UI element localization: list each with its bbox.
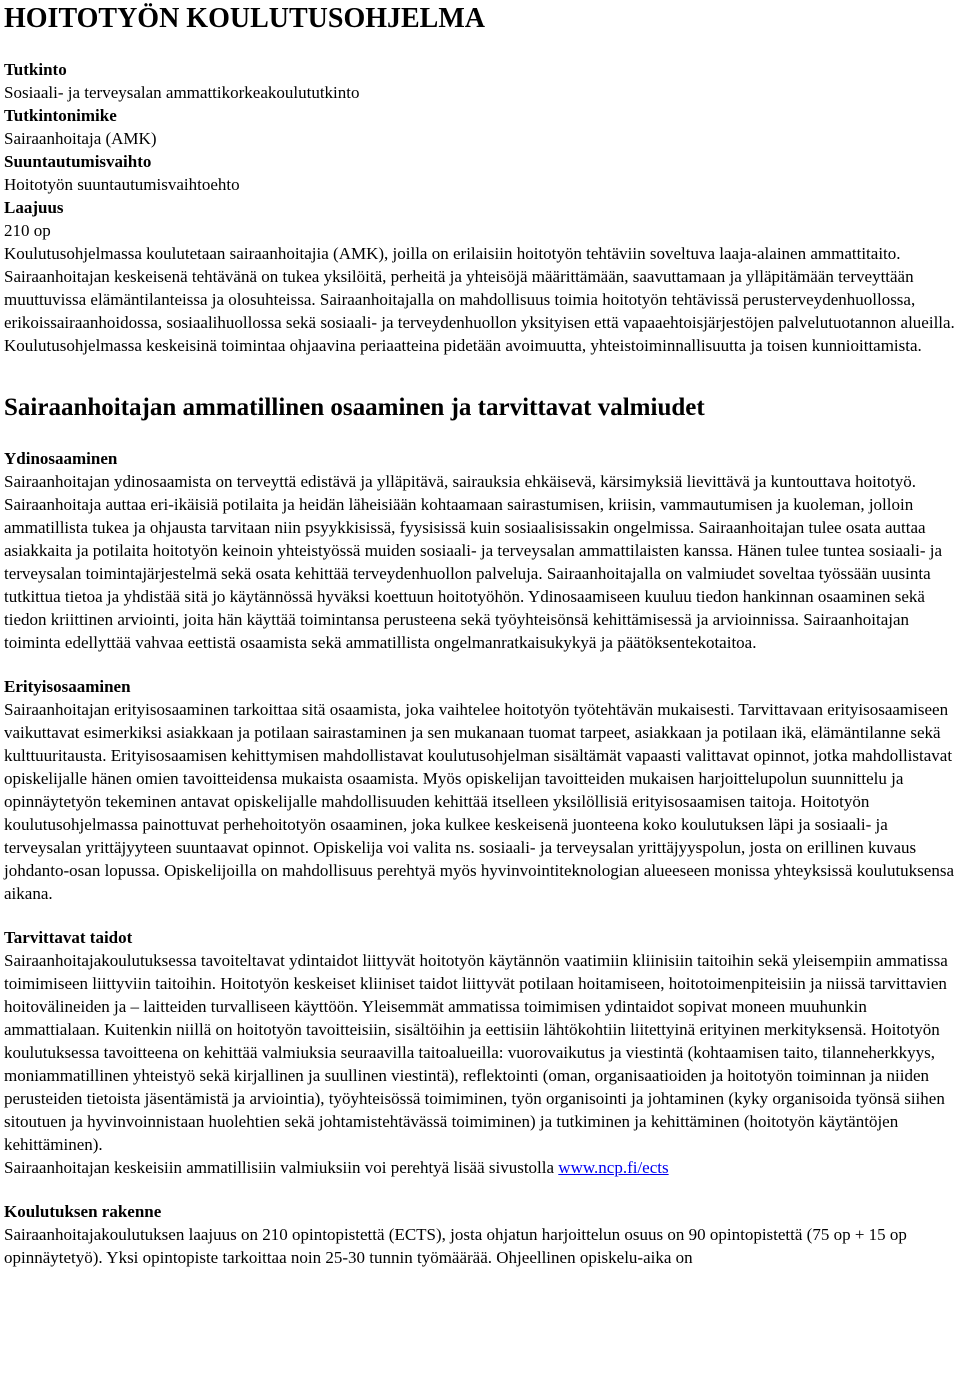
degree-facts <box>4 58 956 242</box>
structure-text: Sairaanhoitajakoulutuksen laajuus on 210 opintopistettä (ECTS), josta ohjatun harjoittelun osuus on 90 opintopistettä (75 op + 15 op opinnäytetyö). Yksi opintopiste tarkoittaa noin 25-30 tunnin työmäärää. Ohjeellinen opiskelu-aika on <box>4 1225 907 1267</box>
required-skills-title: Tarvittavat taidot <box>4 928 133 947</box>
core-competence-text: Sairaanhoitajan ydinosaamista on terveyttä edistävä ja ylläpitävä, sairauksia ehkäisevä, kärsimyksiä lievittävä ja kuntouttava hoitotyö. Sairaanhoitaja auttaa eri-ikäisiä potilaita ja heidän läheisiään kohtaamaan sairastumisen, kriisin, vammautumisen ja kuoleman, jolloin ammatillista tukea ja ohjausta tarvitaan niin psyykkisissä, fyysisissä kuin sosiaalisissakin ongelmissa. Sairaanhoitajan tulee osata auttaa asiakkaita ja potilaita hoitotyön keinoin yhteistyössä muiden sosiaali- ja terveysalan ammattilaisten kanssa. Hänen tulee tuntea sosiaali- ja terveysalan toimintajärjestelmä sekä osata kehittää terveydenhuollon palveluja. Sairaanhoitajalla on valmiudet soveltaa työssään uusinta tutkittua tietoa ja yhdistää sitä jo käytännössä hyväksi koettuun hoitotyöhön. Ydinosaamiseen kuuluu tiedon hankinnan osaaminen sekä tiedon kriittinen arviointi, joita hän käyttää toimintansa perusteena sekä työyhteisönsä kehittämisessä ja arvioinnissa. Sairaanhoitajan toiminta edellyttää vahvaa eettistä osaamista sekä ammatillista ongelmanratkaisukykyä ja päätöksentekotaitoa. <box>4 472 943 652</box>
section-heading: Sairaanhoitajan ammatillinen osaaminen ja tarvittavat valmiudet <box>4 394 705 421</box>
required-skills-text: Sairaanhoitajakoulutuksessa tavoiteltavat ydintaidot liittyvät hoitotyön käytännön vaatimiin kliinisiin taitoihin sekä yleisempiin ammatissa toimimiseen liittyviin taitoihin. Hoitotyön keskeiset kliiniset taidot liittyvät potilaan hoitamiseen, hoitotoimenpiteisiin ja niissä tarvittavien hoitovälineiden ja – laitteiden turvalliseen käyttöön. Yleisemmät ammatissa toimimisen ydintaidot sopivat moneen muuhunkin ammattialaan. Kuitenkin niillä on hoitotyön tavoitteisiin, sisältöihin ja eettisiin lähtökohtiin liitettyinä erityinen merkityksensä. Hoitotyön koulutuksessa tavoitteena on kehittää valmiuksia seuraavilla taitoalueilla: vuorovaikutus ja viestintä (kohtaamisen taito, tilanneherkkyys, moniammatillinen yhteistyö sekä kirjallinen ja suullinen viestintä), reflektointi (oman, organisaatioiden ja hoitotyön toiminnan ja niiden perusteiden tietoista jäsentämistä ja arviointia), työyhteisössä toimiminen, työn organisointi ja johtaminen (kyky organisoida työnsä siihen sitoutuen ja hyvinvoinnistaan huolehtien sekä johtamistehtävässä toimiminen) ja tutkiminen ja kehittäminen (hoitotyön käytäntöjen kehittäminen). <box>4 951 948 1154</box>
required-skills-section <box>4 926 956 1179</box>
fact-value: 210 op <box>4 221 51 240</box>
special-competence-text: Sairaanhoitajan erityisosaaminen tarkoittaa sitä osaamista, joka vaihtelee hoitotyön työtehtävän mukaisesti. Tarvittavaan erityisosaamiseen vaikuttavat esimerkiksi asiakkaan ja potilaan sairastaminen ja sen mukanaan tuomat tarpeet, asiakkaan ja potilaan ikä, elämäntilanne sekä kulttuuritausta. Erityisosaamisen kehittymisen mahdollistavat koulutusohjelman sisältämät vapaasti valittavat opinnot, jotka mahdollistavat opiskelijalle hänen omien tavoitteidensa mukaista osaamista. Myös opiskelijan tavoitteiden mukaisen harjoittelupolun suunnittelu ja opinnäytetyön tekeminen antavat opiskelijalle mahdollisuuden kehittää itselleen yksilöllisiä erityisosaamisen taitoja. Hoitotyön koulutusohjelmassa painottuvat perhehoitotyön osaaminen, joka kulkee keskeisenä juonteena koko koulutuksen läpi ja sosiaali- ja terveysalan yrittäjyyteen suuntaavat opinnot. Opiskelija voi valita ns. sosiaali- ja terveysalan yrittäjyyspolun, josta on erillinen kuvaus johdanto-osan lopussa. Opiskelijoilla on mahdollisuus perehtyä myös hyvinvointiteknologian alueeseen monissa yhteyksissä koulutuksensa aikana. <box>4 700 954 903</box>
intro-paragraph: Koulutusohjelmassa koulutetaan sairaanhoitajia (AMK), joilla on erilaisiin hoitotyön tehtäviin soveltuva laaja-alainen ammattitaito. Sairaanhoitajan keskeisenä tehtävänä on tukea yksilöitä, perheitä ja yhteisöjä määrittämään, saavuttamaan ja ylläpitämään terveyttään muuttuvissa elämäntilanteissa ja olosuhteissa. Sairaanhoitajalla on mahdollisuus toimia hoitotyön tehtävissä perusterveydenhuollossa, erikoissairaanhoidossa, sosiaalihuollossa sekä sosiaali- ja terveydenhuollon yksityisen että vapaaehtoisjärjestöjen palvelutuotannon alueilla. Koulutusohjelmassa keskeisinä toimintaa ohjaavina periaatteina pidetään avoimuutta, yhteistoiminnallisuutta ja toisen kunnioittamista. <box>4 244 955 355</box>
fact-label: Tutkintonimike <box>4 106 117 125</box>
fact-label: Suuntautumisvaihto <box>4 152 152 171</box>
structure-title: Koulutuksen rakenne <box>4 1202 162 1221</box>
core-competence-title: Ydinosaaminen <box>4 449 118 468</box>
skills-link-prefix: Sairaanhoitajan keskeisiin ammatillisiin valmiuksiin voi perehtyä lisää sivustolla <box>4 1158 559 1177</box>
special-competence-title: Erityisosaaminen <box>4 677 131 696</box>
fact-value: Sairaanhoitaja (AMK) <box>4 129 157 148</box>
fact-value: Sosiaali- ja terveysalan ammattikorkeakoulututkinto <box>4 83 360 102</box>
special-competence-section <box>4 675 956 905</box>
core-competence-section <box>4 447 956 654</box>
fact-label: Tutkinto <box>4 60 67 79</box>
skills-link-line <box>4 1156 956 1179</box>
fact-value: Hoitotyön suuntautumisvaihtoehto <box>4 175 240 194</box>
page-title: HOITOTYÖN KOULUTUSOHJELMA <box>4 3 486 34</box>
ncp-ects-link[interactable]: www.ncp.fi/ects <box>558 1158 669 1177</box>
structure-section <box>4 1200 956 1269</box>
fact-label: Laajuus <box>4 198 64 217</box>
